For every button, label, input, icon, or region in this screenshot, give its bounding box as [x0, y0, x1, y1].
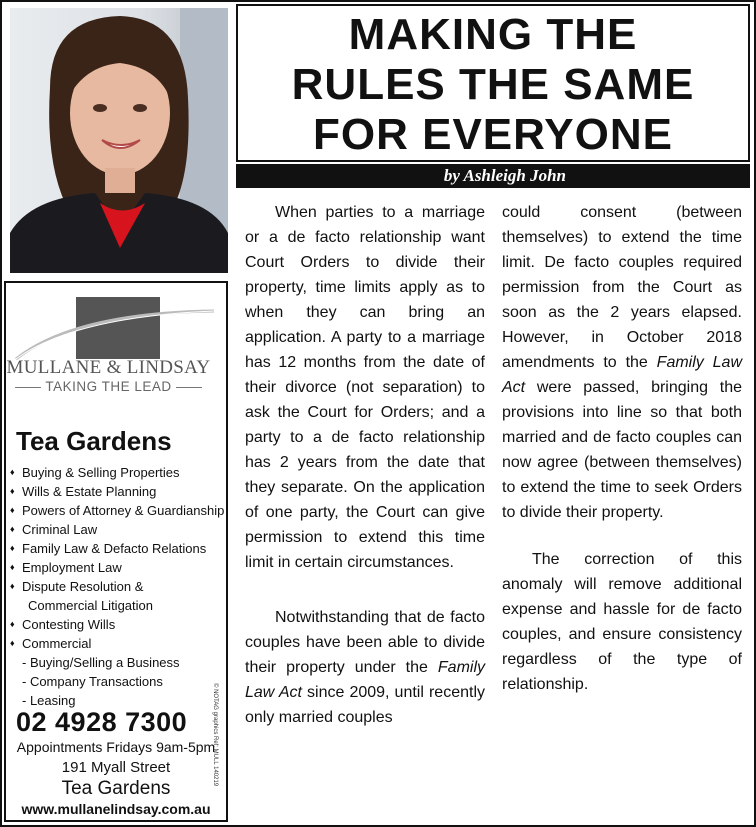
firm-ad-box: [4, 281, 228, 822]
list-item: ♦ Powers of Attorney & Guardianship: [10, 501, 224, 520]
list-item: ♦ Family Law & Defacto Relations: [10, 539, 224, 558]
article-column-2: [502, 200, 742, 715]
headline-box: [236, 4, 750, 162]
headline-line: MAKING THE: [348, 10, 638, 59]
website-link[interactable]: www.mullanelindsay.com.au: [21, 801, 211, 817]
list-item: ♦ Contesting Wills: [10, 615, 224, 634]
portrait-illustration: [10, 8, 228, 273]
list-item: - Leasing: [22, 693, 76, 708]
list-item: ♦ Wills & Estate Planning: [10, 482, 224, 501]
p2-start: Notwithstanding that de facto couples have been able to divide their property under the: [245, 609, 485, 676]
headline-line: FOR EVERYONE: [313, 110, 673, 159]
author-photo: [10, 8, 228, 273]
list-item: ♦ Buying & Selling Properties: [10, 463, 224, 482]
headline-line: RULES THE SAME: [291, 60, 695, 109]
phone-number: 02 4928 7300: [16, 707, 188, 737]
services-list: [10, 463, 224, 710]
list-item: Commercial Litigation: [28, 598, 153, 613]
list-item: ♦ Employment Law: [10, 558, 224, 577]
act-name: Family Law Act: [245, 659, 485, 701]
ad-code-text: © NOTAG graphics Ref: MULL 140219: [212, 683, 218, 787]
town-footer: Tea Gardens: [61, 778, 171, 799]
list-item: - Buying/Selling a Business: [22, 655, 180, 670]
byline: by Ashleigh John: [236, 164, 750, 188]
act-name-2: Family Law Act: [502, 354, 742, 396]
list-item: ♦ Criminal Law: [10, 520, 224, 539]
list-item: - Company Transactions: [22, 674, 163, 689]
list-item: ♦ Dispute Resolution &: [10, 577, 224, 596]
logo-tagline: TAKING THE LEAD: [6, 379, 211, 394]
article-column-1: [245, 200, 485, 748]
article-paragraph-1: When parties to a marriage or a de facto relationship want Court Orders to divide their property, time limits apply as to when they can bring an application. A party to a marriage has 12 months from the date of their divorce (not separation) to ask the Court for Orders; and a party to a de facto relationship has 2 years from the date that they separate. On the application of one party, the Court can give permission to extend this time limit in certain circumstances.: [245, 204, 485, 571]
article-paragraph-3: The correction of this anomaly will remove additional expense and hassle for de facto couples, and ensure consistency regardless of the type of relationship.: [502, 551, 742, 693]
street-address: 191 Myall Street: [61, 759, 171, 776]
article-paragraph-2b: could consent (between themselves) to extend the time limit. De facto couples required permission from the Court as soon as the 2 years elapsed. However, in October 2018 amendments to the Family Law Act were passed, bringing the provisions into line so that both married and de facto couples can now agree (between themselves) to extend the time to seek Orders to divide their property.: [502, 204, 742, 521]
p2-tail: were passed, bringing the provisions into line so that both married and de facto couples can now agree (between themselves) to extend the time to seek Orders to divide their property.: [502, 379, 742, 521]
appointments-text: Appointments Fridays 9am-5pm: [16, 739, 216, 755]
town-heading: Tea Gardens: [16, 426, 172, 456]
logo-name: MULLANE & LINDSAY: [6, 357, 211, 378]
list-item: ♦ Commercial: [10, 634, 224, 653]
p2-end-part: since 2009, until recently only married couples: [245, 684, 485, 726]
article-paragraph-2a: [245, 605, 485, 730]
